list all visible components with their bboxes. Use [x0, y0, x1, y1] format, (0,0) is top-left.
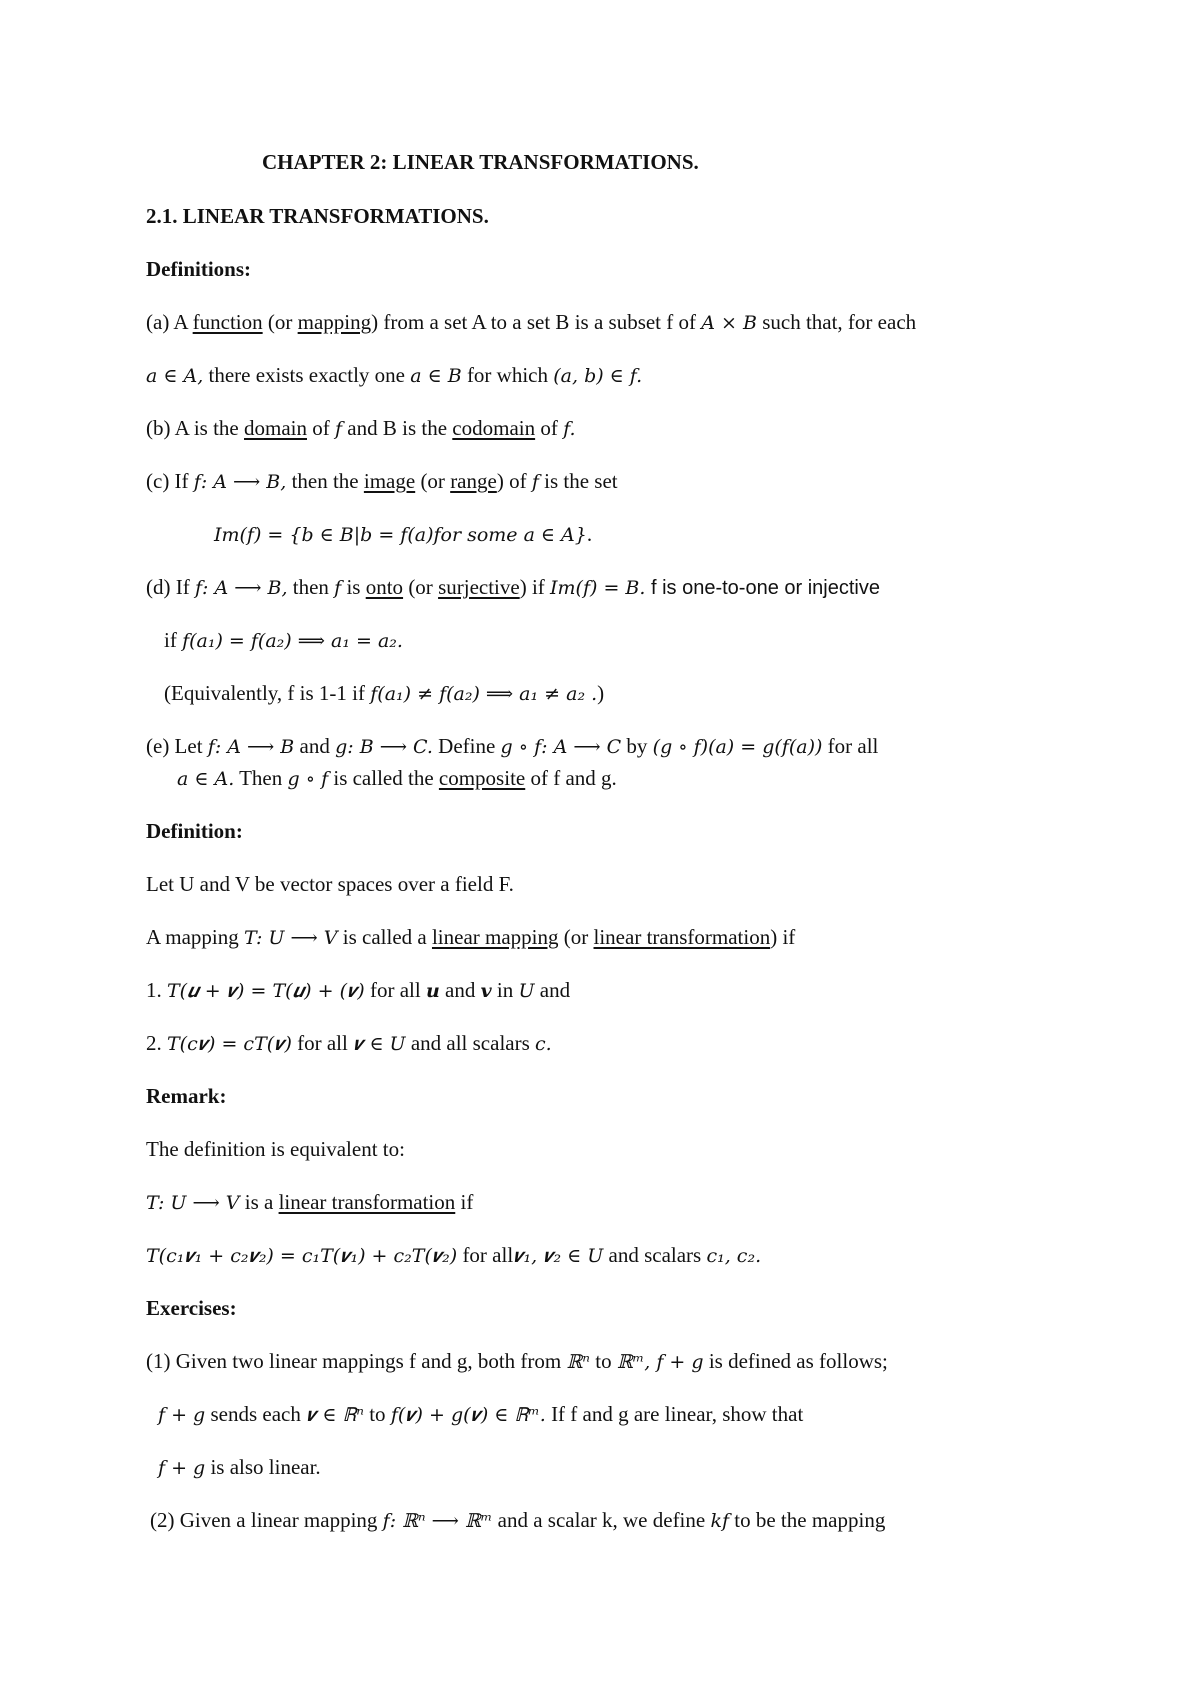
section-title: 2.1. LINEAR TRANSFORMATIONS. — [146, 204, 489, 228]
text: for all — [364, 978, 426, 1002]
def-d-line3 — [164, 680, 604, 707]
math: f: A ⟶ B, — [194, 577, 288, 599]
math: f(a₁) = f(a₂) ⟹ a₁ = a₂. — [182, 630, 403, 652]
math: T(c𝒗) = cT(𝒗) — [167, 1033, 292, 1055]
text: of — [307, 416, 335, 440]
text: then — [287, 575, 335, 599]
def-a-line2 — [146, 362, 642, 389]
def-e-line2 — [177, 765, 617, 792]
text: is the set — [538, 469, 618, 493]
equivalent-definition-line — [146, 1189, 473, 1216]
def-b-line — [146, 415, 576, 442]
text: and — [294, 734, 336, 758]
def-e-line1 — [146, 733, 878, 760]
mapping-line — [146, 924, 795, 951]
math: f + g — [158, 1457, 206, 1479]
text: ) if — [770, 925, 796, 949]
condition-1 — [146, 977, 570, 1004]
text: to be the mapping — [729, 1508, 886, 1532]
math: 𝒗 ∈ U — [353, 1033, 406, 1055]
math: (a, b) ∈ f. — [553, 365, 643, 387]
text: to — [590, 1349, 617, 1373]
text: 2. — [146, 1031, 167, 1055]
text: (1) Given two linear mappings f and g, both from — [146, 1349, 567, 1373]
math: (g ∘ f)(a) = g(f(a)) — [652, 736, 823, 758]
text: is — [341, 575, 366, 599]
text: ) if — [519, 575, 551, 599]
math: f + g — [158, 1404, 206, 1426]
term-onto: onto — [365, 575, 404, 599]
math: f(a₁) ≠ f(a₂) ⟹ a₁ ≠ a₂ . — [370, 683, 598, 705]
math: f: ℝⁿ ⟶ ℝᵐ — [382, 1510, 493, 1532]
math: Im(f) = B. — [550, 577, 646, 599]
text: is called the — [328, 766, 439, 790]
math: f. — [563, 418, 576, 440]
text: is also linear. — [205, 1455, 321, 1479]
math: U — [518, 980, 535, 1002]
exercise-1-line2 — [158, 1401, 803, 1428]
math: 𝒖 — [425, 980, 440, 1002]
equivalent-formula — [146, 1242, 761, 1269]
text: (Equivalently, f is 1-1 if — [164, 681, 371, 705]
text: sends each — [205, 1402, 307, 1426]
text: for all — [822, 734, 879, 758]
term-image: image — [363, 469, 416, 493]
term-surjective: surjective — [438, 575, 520, 599]
math: c₁, c₂. — [706, 1245, 762, 1267]
text: (or — [558, 925, 594, 949]
term-function: function — [192, 310, 263, 334]
math: T(𝒖 + 𝒗) = T(𝒖) + (𝒗) — [167, 980, 365, 1002]
text: (a) A — [146, 310, 193, 334]
text: 1. — [146, 978, 167, 1002]
def-d-line1 — [146, 574, 880, 601]
text: (or — [415, 469, 451, 493]
exercise-1-line1 — [146, 1348, 888, 1375]
text: for all — [291, 1031, 354, 1055]
chapter-title: CHAPTER 2: LINEAR TRANSFORMATIONS. — [262, 150, 699, 174]
text: (or — [403, 575, 439, 599]
term-linear-mapping: linear mapping — [431, 925, 559, 949]
math: f — [335, 418, 343, 440]
math: a ∈ A. — [177, 768, 235, 790]
text: (b) A is the — [146, 416, 244, 440]
remark-line: The definition is equivalent to: — [146, 1137, 405, 1161]
math: T: U ⟶ V — [244, 927, 338, 949]
math: g: B ⟶ C. — [335, 736, 433, 758]
text: of f and g. — [525, 766, 617, 790]
text: and all scalars — [405, 1031, 536, 1055]
text: of — [535, 416, 564, 440]
text: and a scalar k, we define — [492, 1508, 711, 1532]
text: is called a — [337, 925, 432, 949]
exercises-heading: Exercises: — [146, 1296, 237, 1320]
math: T: U ⟶ V — [146, 1192, 240, 1214]
def-d-line2 — [164, 627, 403, 654]
math: a ∈ A, — [146, 365, 204, 387]
text: there exists exactly one — [203, 363, 411, 387]
math: f(𝒗) + g(𝒗) ∈ ℝᵐ. — [390, 1404, 546, 1426]
term-mapping: mapping — [297, 310, 372, 334]
math: f — [334, 577, 342, 599]
math: Im(f) = {b ∈ B|b = f(a)for some a ∈ A} — [214, 524, 587, 546]
math: f: A ⟶ B — [207, 736, 295, 758]
image-set-formula — [214, 521, 592, 548]
remark-heading: Remark: — [146, 1084, 227, 1108]
text: to — [363, 1402, 391, 1426]
text: If f and g are linear, show that — [545, 1402, 804, 1426]
math: f — [531, 471, 539, 493]
text: by — [621, 734, 653, 758]
text: and B is the — [342, 416, 453, 440]
text: and — [439, 978, 481, 1002]
math: ℝᵐ, f + g — [616, 1351, 704, 1373]
text: ) — [597, 681, 605, 705]
text: then the — [286, 469, 364, 493]
text: (d) If — [146, 575, 195, 599]
exercise-1-line3 — [158, 1454, 321, 1481]
text: if — [455, 1190, 474, 1214]
math: a ∈ B — [410, 365, 462, 387]
condition-2 — [146, 1030, 552, 1057]
math: T(c₁𝒗₁ + c₂𝒗₂) = c₁T(𝒗₁) + c₂T(𝒗₂) — [146, 1245, 458, 1267]
def-a-line1 — [146, 309, 916, 336]
math: A × B — [701, 312, 757, 334]
math: g ∘ f — [287, 768, 329, 790]
text: (e) Let — [146, 734, 208, 758]
term-linear-transformation: linear transformation — [593, 925, 771, 949]
math: c. — [535, 1033, 552, 1055]
term-domain: domain — [244, 416, 307, 440]
text: (c) If — [146, 469, 194, 493]
math: kf — [710, 1510, 730, 1532]
text: for all — [457, 1243, 514, 1267]
text: is a — [239, 1190, 279, 1214]
text: (or — [262, 310, 298, 334]
math: g ∘ f: A ⟶ C — [500, 736, 622, 758]
math: f: A ⟶ B, — [193, 471, 287, 493]
term-range: range — [450, 469, 497, 493]
math: 𝒗₁, 𝒗₂ ∈ U — [513, 1245, 604, 1267]
text: A mapping — [146, 925, 244, 949]
definition-heading: Definition: — [146, 819, 243, 843]
vector-spaces-line: Let U and V be vector spaces over a field F. — [146, 872, 514, 896]
text: for which — [461, 363, 554, 387]
exercise-2-line1 — [150, 1507, 885, 1534]
term-composite: composite — [438, 766, 526, 790]
definitions-heading: Definitions: — [146, 257, 251, 281]
math: 𝒗 — [480, 980, 492, 1002]
text: f is one-to-one or injective — [645, 577, 880, 599]
text: in — [491, 978, 519, 1002]
text: Define — [432, 734, 501, 758]
text: and — [534, 978, 571, 1002]
text: and scalars — [603, 1243, 707, 1267]
text: if — [164, 628, 183, 652]
text: (2) Given a linear mapping — [150, 1508, 383, 1532]
text: Then — [234, 766, 288, 790]
math: 𝒗 ∈ ℝⁿ — [306, 1404, 364, 1426]
text: ) from a set A to a set B is a subset f of — [371, 310, 702, 334]
def-c-line — [146, 468, 618, 495]
text: . — [586, 522, 593, 546]
term-linear-transformation-2: linear transformation — [278, 1190, 456, 1214]
term-codomain: codomain — [452, 416, 536, 440]
text: such that, for each — [756, 310, 917, 334]
math: ℝⁿ — [566, 1351, 590, 1373]
text: is defined as follows; — [703, 1349, 888, 1373]
text: ) of — [496, 469, 532, 493]
